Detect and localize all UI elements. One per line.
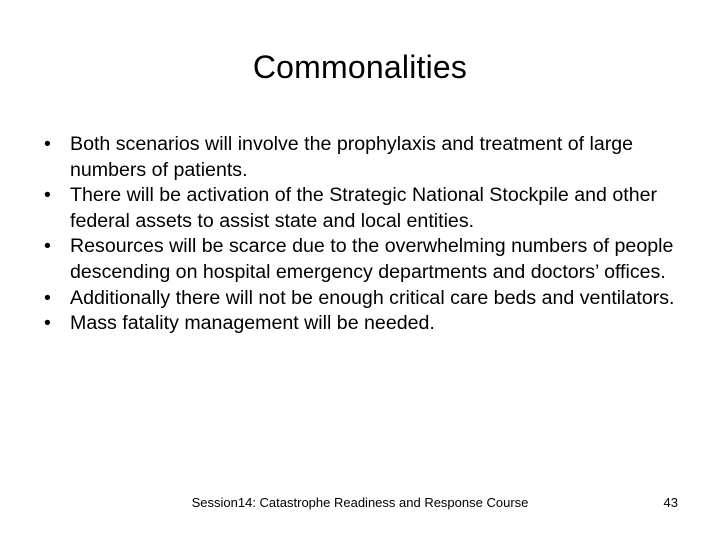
bullet-text: Additionally there will not be enough critical care beds and ventilators.: [70, 286, 675, 309]
bullet-text: Resources will be scarce due to the overwhelming numbers of people descending on hospital emergency departments and doctors’ offices.: [70, 235, 674, 283]
bullet-dot-icon: •: [44, 312, 51, 335]
bullet-dot-icon: •: [44, 133, 51, 155]
bullet-item: [44, 286, 684, 312]
page-number: 43: [663, 495, 678, 510]
bullet-text: Both scenarios will involve the prophylaxis and treatment of large numbers of patients.: [70, 133, 634, 181]
bullet-item: [44, 234, 684, 285]
bullet-item: [44, 183, 684, 234]
bullet-text: There will be activation of the Strategic National Stockpile and other federal assets to assist state and local entities.: [70, 184, 658, 232]
footer-course-name: Session14: Catastrophe Readiness and Response Course: [191, 495, 529, 510]
bullet-dot-icon: •: [44, 235, 51, 258]
bullet-dot-icon: •: [44, 184, 51, 207]
slide-title: Commonalities: [252, 49, 468, 85]
bullet-list: [44, 132, 684, 337]
bullet-text: Mass fatality management will be needed.: [70, 312, 435, 335]
bullet-dot-icon: •: [44, 286, 51, 309]
bullet-item: [44, 311, 684, 337]
bullet-item: [44, 132, 684, 183]
